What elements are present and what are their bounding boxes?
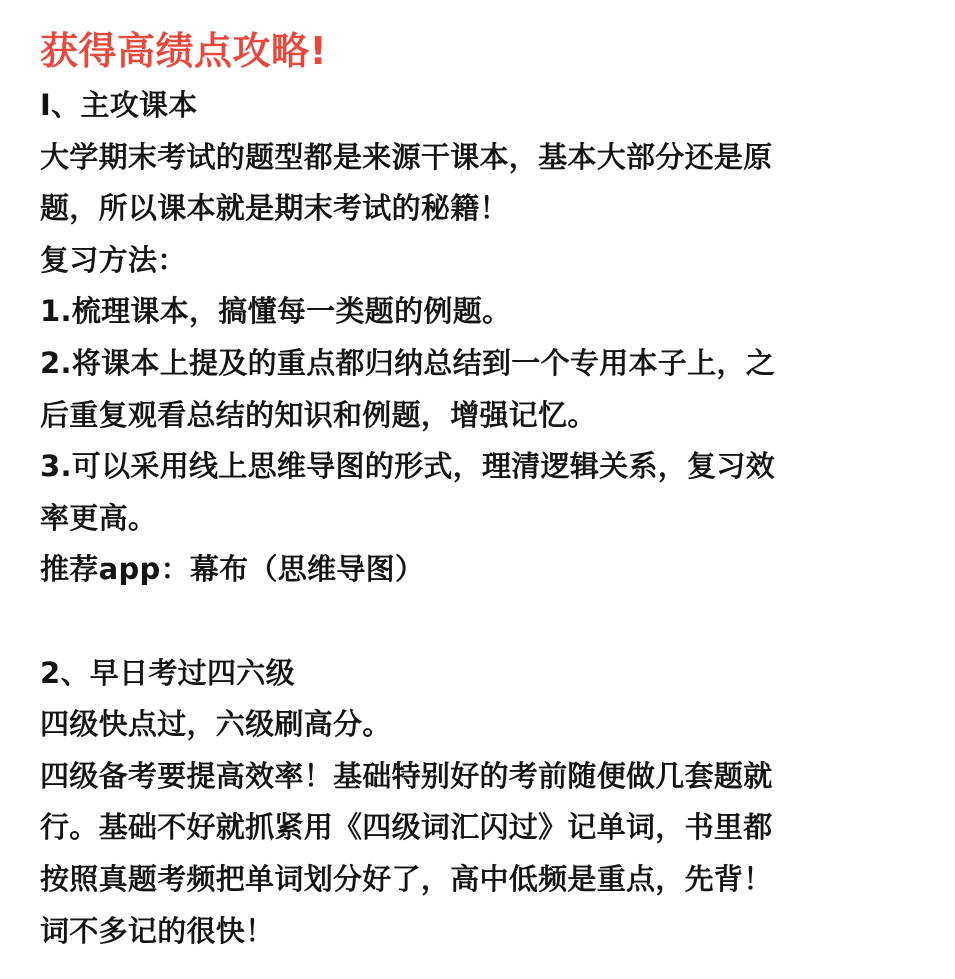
section-2-heading: 2、早日考过四六级 [40,655,295,690]
paragraph-line: 词不多记的很快！ [40,913,275,948]
method-item-2: 2.将课本上提及的重点都归纳总结到一个专用本子上，之 [40,345,775,380]
blank-line [40,596,930,648]
method-item-2-cont: 后重复观看总结的知识和例题，增强记忆。 [40,397,597,432]
page-title: 获得高绩点攻略! [40,29,328,73]
recommended-app: 推荐app：幕布（思维导图） [40,552,425,587]
review-method-label: 复习方法： [40,242,187,277]
method-item-3: 3.可以采用线上思维导图的形式，理清逻辑关系，复习效 [40,449,775,484]
paragraph-line: 题，所以课本就是期末考试的秘籍！ [40,191,509,226]
paragraph-line: 行。基础不好就抓紧用《四级词汇闪过》记单词，书里都 [40,810,773,845]
paragraph-line: 四级备考要提高效率！基础特别好的考前随便做几套题就 [40,758,773,793]
method-item-1: 1.梳理课本，搞懂每一类题的例题。 [40,294,512,329]
section-1-heading: I、主攻课本 [40,88,198,122]
paragraph-line: 大学期末考试的题型都是来源干课本，基本大部分还是原 [40,139,773,174]
paragraph-line: 按照真题考频把单词划分好了，高中低频是重点，先背！ [40,861,773,896]
paragraph-line: 四级快点过，六级刷高分。 [40,707,392,742]
document-body [40,22,930,957]
method-item-3-cont: 率更高。 [40,500,158,535]
